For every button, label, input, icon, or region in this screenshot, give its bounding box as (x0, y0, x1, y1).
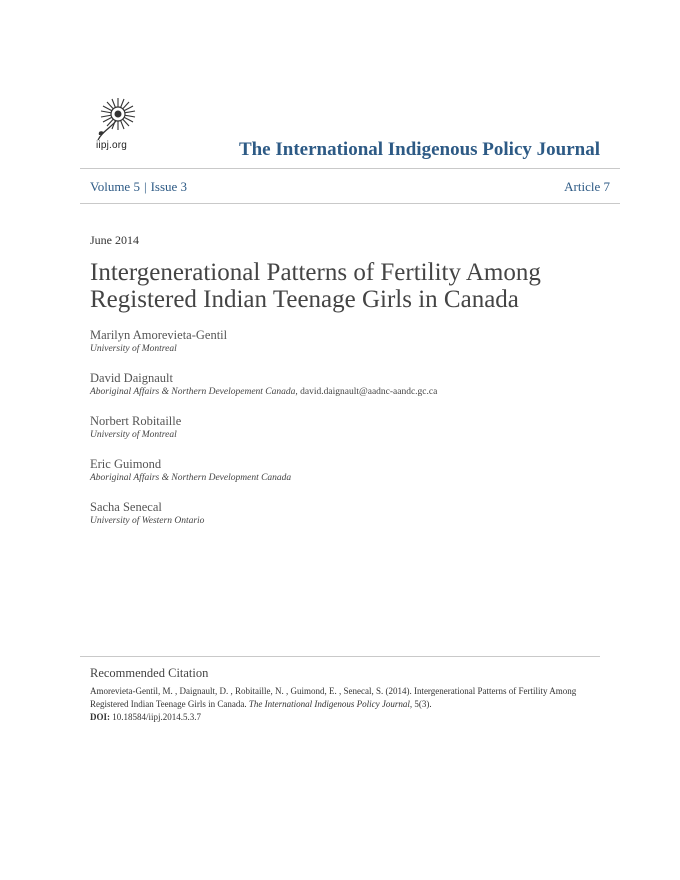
affiliation-institution: Aboriginal Affairs & Northern Developement Canada (90, 387, 296, 397)
logo-label[interactable]: iipj.org (96, 140, 128, 151)
author-affiliation (90, 343, 610, 356)
author-name: Sacha Senecal (90, 500, 162, 514)
doi-label: DOI: (90, 712, 110, 722)
citation-text (90, 685, 590, 724)
author-name: Norbert Robitaille (90, 414, 182, 428)
issue-breadcrumb (90, 179, 187, 195)
issue-divider (80, 203, 620, 204)
affiliation-institution: University of Montreal (90, 344, 177, 354)
author-affiliation (90, 429, 610, 442)
citation-volume: 5(3). (412, 699, 432, 709)
journal-title[interactable]: The International Indigenous Policy Journal (238, 139, 600, 160)
author-affiliation (90, 472, 610, 485)
author-list (90, 327, 610, 542)
recommended-citation (90, 666, 590, 724)
affiliation-institution: University of Western Ontario (90, 516, 205, 526)
paper-title: Intergenerational Patterns of Fertility Among Registered Indian Teenage Girls in Canada (90, 259, 541, 313)
article-link[interactable]: Article 7 (564, 179, 610, 194)
affiliation-institution: Aboriginal Affairs & Northern Development Canada (90, 473, 292, 483)
citation-journal: The International Indigenous Policy Journal, (248, 699, 413, 709)
issue-link[interactable]: Issue 3 (150, 179, 188, 194)
author-affiliation (90, 386, 610, 399)
citation-divider (80, 656, 600, 657)
author-name: Marilyn Amorevieta-Gentil (90, 328, 228, 342)
citation-heading: Recommended Citation (90, 666, 209, 680)
sunflower-logo-icon (94, 96, 144, 142)
author-affiliation (90, 515, 610, 528)
breadcrumb-separator: | (143, 179, 147, 194)
author-name: David Daignault (90, 371, 173, 385)
author-entry (90, 499, 610, 542)
volume-link[interactable]: Volume 5 (90, 179, 140, 194)
affiliation-institution: University of Montreal (90, 430, 177, 440)
citation-authors-title: Amorevieta-Gentil, M. , Daignault, D. , Robitaille, N. , Guimond, E. , Senecal, S. (2014). Intergenerational Patterns of Fertility Among Registered Indian Teenage Girls in Canada. (90, 686, 577, 709)
author-entry (90, 456, 610, 499)
author-entry (90, 370, 610, 413)
doi-value[interactable]: 10.18584/iipj.2014.5.3.7 (110, 712, 202, 722)
author-entry (90, 327, 610, 370)
author-name: Eric Guimond (90, 457, 162, 471)
author-entry (90, 413, 610, 456)
header-divider (80, 168, 620, 169)
publication-date: June 2014 (90, 233, 139, 247)
author-email[interactable]: , david.daignault@aadnc-aandc.gc.ca (295, 387, 438, 397)
